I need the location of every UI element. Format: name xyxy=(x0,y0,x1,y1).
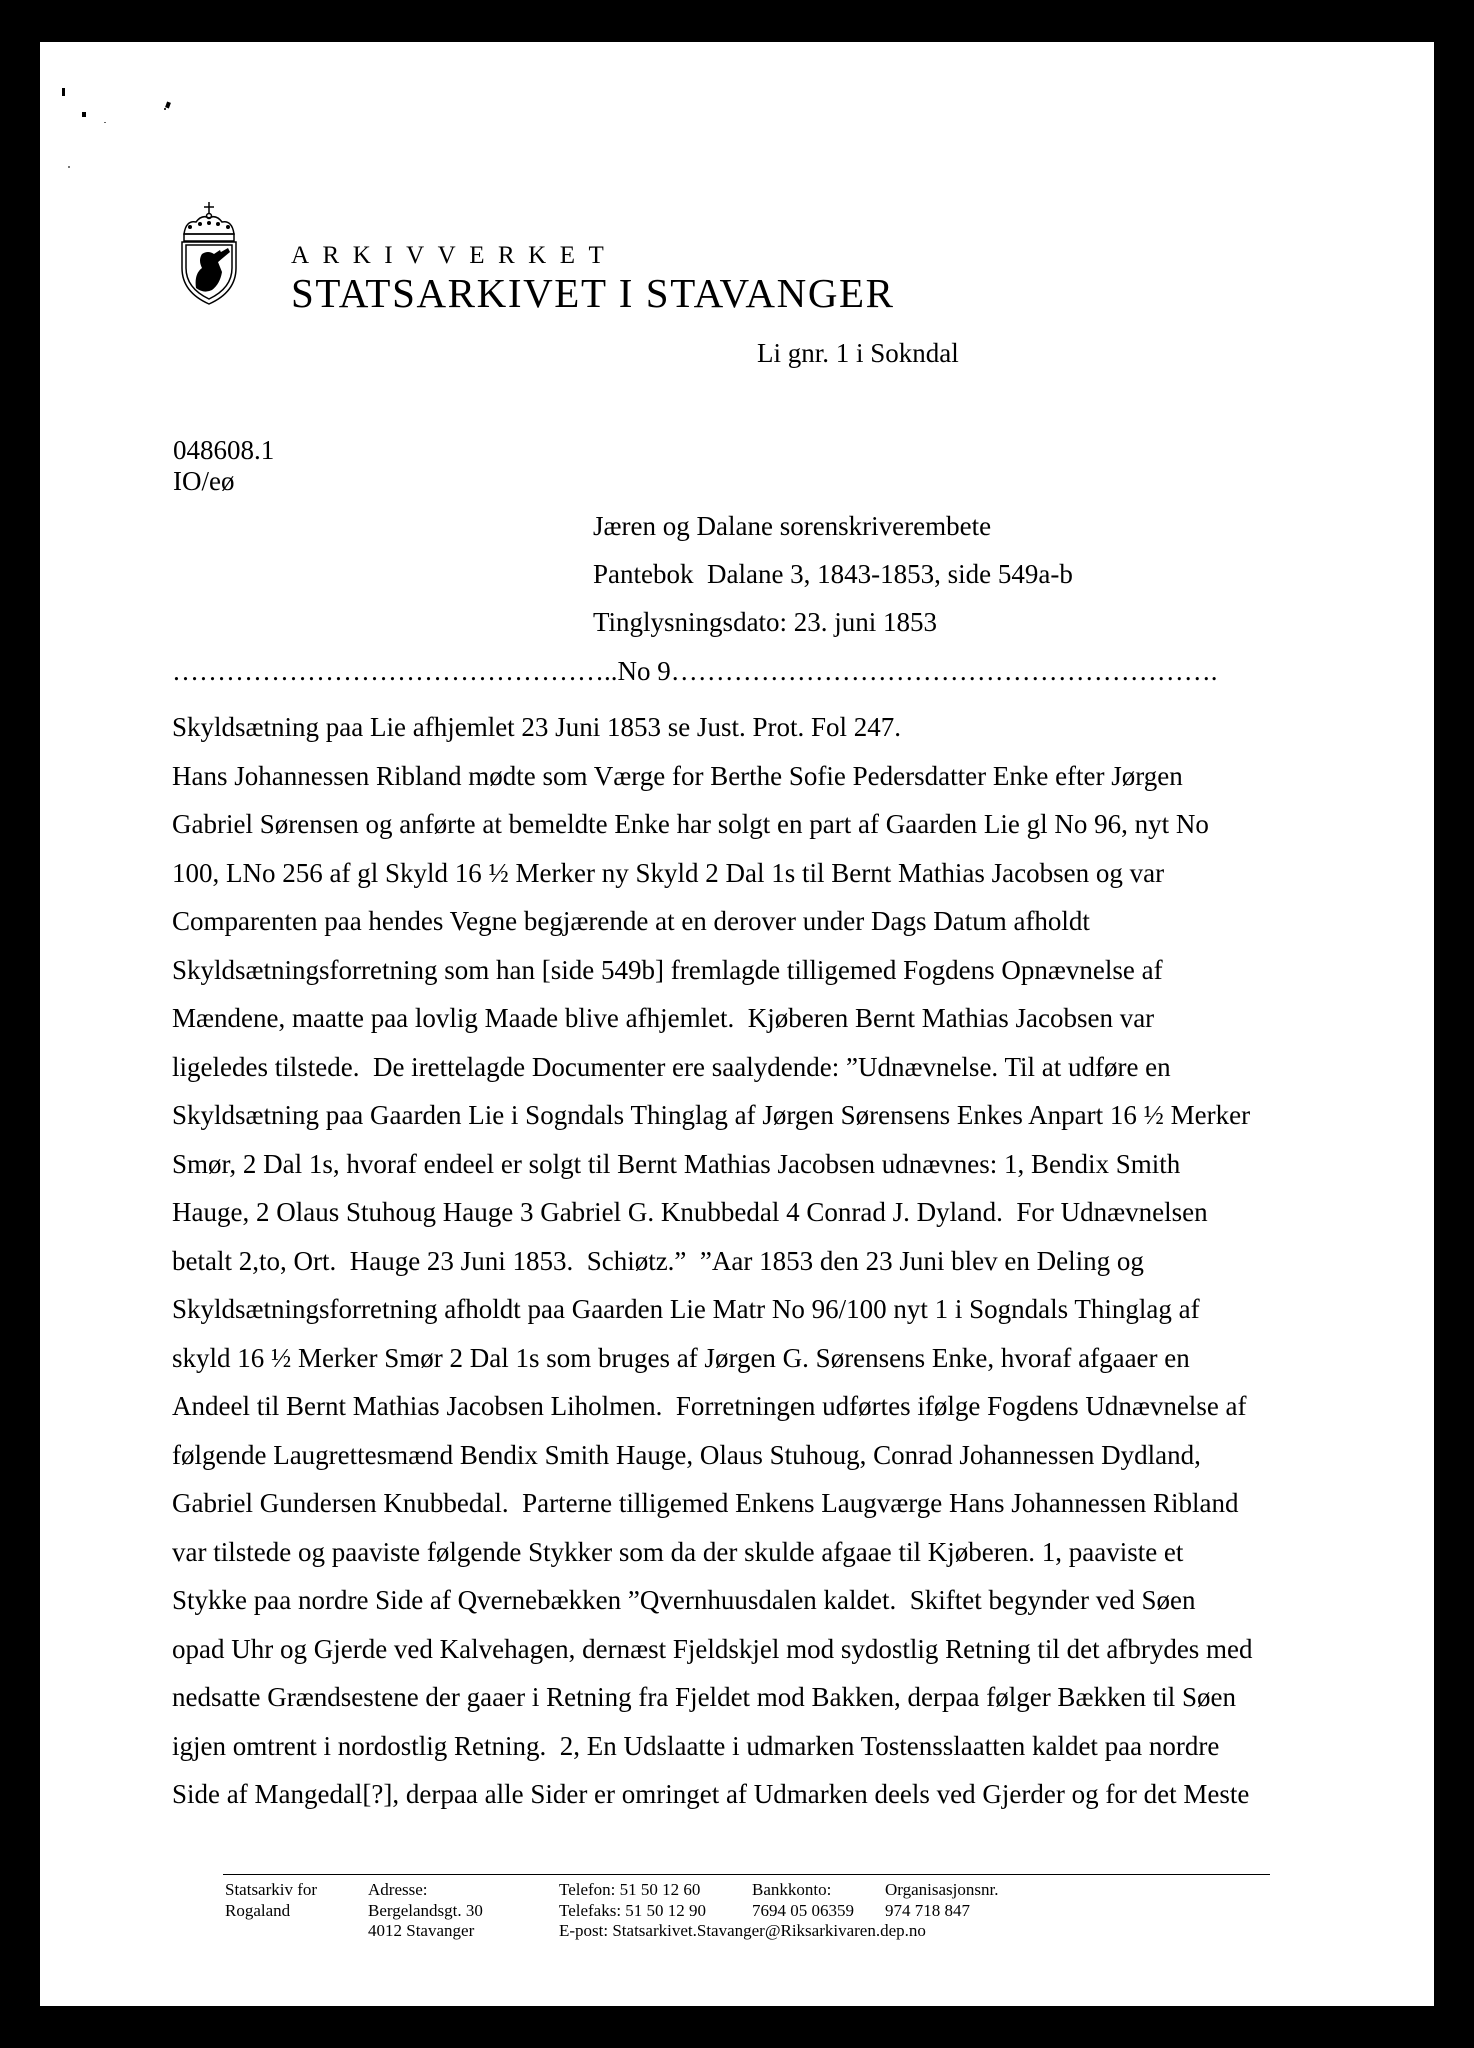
body-line: Gabriel Sørensen og anførte at bemeldte Enke har solgt en part af Gaarden Lie gl No 96, nyt No xyxy=(172,809,1209,839)
source-book: Pantebok Dalane 3, 1843-1853, side 549a-b xyxy=(593,559,1073,589)
body-line: Skyldsætningsforretning som han [side 549b] fremlagde tilligemed Fogdens Opnævnelse af xyxy=(172,954,1163,985)
reference-initials: IO/eø xyxy=(173,466,235,496)
body-line: Side af Mangedal[?], derpaa alle Sider er omringet af Udmarken deels ved Gjerder og for det Meste xyxy=(172,1779,1250,1809)
reference-block xyxy=(173,435,274,497)
body-line: Hauge, 2 Olaus Stuhoug Hauge 3 Gabriel G. Knubbedal 4 Conrad J. Dyland. For Udnævnelsen xyxy=(172,1197,1208,1227)
body-line: Smør, 2 Dal 1s, hvoraf endeel er solgt til Bernt Mathias Jacobsen udnævnes: 1, Bendix Smith xyxy=(172,1148,1181,1179)
footer-line: 974 718 847 xyxy=(885,1900,970,1920)
reference-number: 048608.1 xyxy=(173,435,275,465)
body-line: nedsatte Grændsestene der gaaer i Retning fra Fjeldet mod Bakken, derpaa følger Bækken til Søen xyxy=(172,1682,1236,1712)
body-line: skyld 16 ½ Merker Smør 2 Dal 1s som bruges af Jørgen G. Sørensens Enke, hvoraf afgaaer en xyxy=(172,1342,1190,1373)
footer-line: Telefon: 51 50 12 60 xyxy=(559,1880,701,1899)
transcription-body xyxy=(172,703,1342,1819)
body-line: betalt 2,to, Ort. Hauge 23 Juni 1853. Schiøtz.” ”Aar 1853 den 23 Juni blev en Deling og xyxy=(172,1245,1144,1276)
body-line: Mændene, maatte paa lovlig Maade blive afhjemlet. Kjøberen Bernt Mathias Jacobsen var xyxy=(172,1003,1155,1033)
footer-rule xyxy=(223,1874,1270,1875)
body-line: Skyldsætning paa Gaarden Lie i Sogndals Thinglag af Jørgen Sørensens Enkes Anpart 16 ½ Merker xyxy=(172,1100,1251,1130)
farm-reference: Li gnr. 1 i Sokndal xyxy=(757,338,959,368)
footer-bank xyxy=(752,1880,854,1921)
footer-line: Rogaland xyxy=(225,1900,291,1920)
agency-name-large: STATSARKIVET I STAVANGER xyxy=(291,270,895,316)
footer-line: Telefaks: 51 50 12 90 xyxy=(559,1900,707,1920)
body-line: Comparenten paa hendes Vegne begjærende at en derover under Dags Datum afholdt xyxy=(172,906,1090,936)
document-page xyxy=(40,42,1434,2006)
agency-name-small: ARKIVVERKET xyxy=(291,242,618,269)
footer-email[interactable]: E-post: Statsarkivet.Stavanger@Riksarkivaren.dep.no xyxy=(559,1921,926,1940)
entry-marker: …………………………………………..No 9……………………………………………………. xyxy=(172,656,1218,686)
body-line: Gabriel Gundersen Knubbedal. Parterne tilligemed Enkens Laugværge Hans Johannessen Ribland xyxy=(172,1488,1239,1518)
body-line: følgende Laugrettesmænd Bendix Smith Hauge, Olaus Stuhoug, Conrad Johannessen Dydland, xyxy=(172,1439,1201,1470)
footer-institution xyxy=(225,1880,317,1921)
norwegian-lion-crest-icon xyxy=(174,200,244,308)
footer-line: Bankkonto: xyxy=(752,1880,832,1899)
footer-line: Statsarkiv for xyxy=(225,1880,318,1899)
footer-line: Adresse: xyxy=(368,1880,428,1899)
body-line: Andeel til Bernt Mathias Jacobsen Liholmen. Forretningen udførtes ifølge Fogdens Udnævnelse af xyxy=(172,1391,1247,1421)
source-date: Tinglysningsdato: 23. juni 1853 xyxy=(593,607,938,637)
footer-org xyxy=(885,1880,999,1921)
letterhead xyxy=(291,242,895,316)
body-line: ligeledes tilstede. De irettelagde Documenter ere saalydende: ”Udnævnelse. Til at udføre en xyxy=(172,1051,1171,1082)
body-line: var tilstede og paaviste følgende Stykker som da der skulde afgaae til Kjøberen. 1, paaviste et xyxy=(172,1536,1184,1567)
footer-line: 4012 Stavanger xyxy=(368,1921,475,1940)
body-line: Skyldsætning paa Lie afhjemlet 23 Juni 1853 se Just. Prot. Fol 247. xyxy=(172,712,901,742)
source-office: Jæren og Dalane sorenskriverembete xyxy=(593,511,992,541)
footer-line: Bergelandsgt. 30 xyxy=(368,1900,483,1920)
body-line: Hans Johannessen Ribland mødte som Værge for Berthe Sofie Pedersdatter Enke efter Jørgen xyxy=(172,760,1183,791)
body-line: 100, LNo 256 af gl Skyld 16 ½ Merker ny Skyld 2 Dal 1s til Bernt Mathias Jacobsen og var xyxy=(172,857,1165,888)
body-line: Skyldsætningsforretning afholdt paa Gaarden Lie Matr No 96/100 nyt 1 i Sogndals Thinglag af xyxy=(172,1294,1200,1324)
body-line: Stykke paa nordre Side af Qvernebækken ”Qvernhuusdalen kaldet. Skiftet begynder ved Søen xyxy=(172,1585,1196,1615)
footer-contact xyxy=(559,1880,926,1942)
body-line: igjen omtrent i nordostlig Retning. 2, En Udslaatte i udmarken Tostensslaatten kaldet paa nordre xyxy=(172,1730,1220,1761)
footer-address xyxy=(368,1880,483,1942)
footer-line: Organisasjonsnr. xyxy=(885,1880,999,1899)
body-line: opad Uhr og Gjerde ved Kalvehagen, dernæst Fjeldskjel mod sydostlig Retning til det afbrydes med xyxy=(172,1633,1253,1664)
footer-line: 7694 05 06359 xyxy=(752,1900,854,1920)
source-block xyxy=(593,502,1073,646)
